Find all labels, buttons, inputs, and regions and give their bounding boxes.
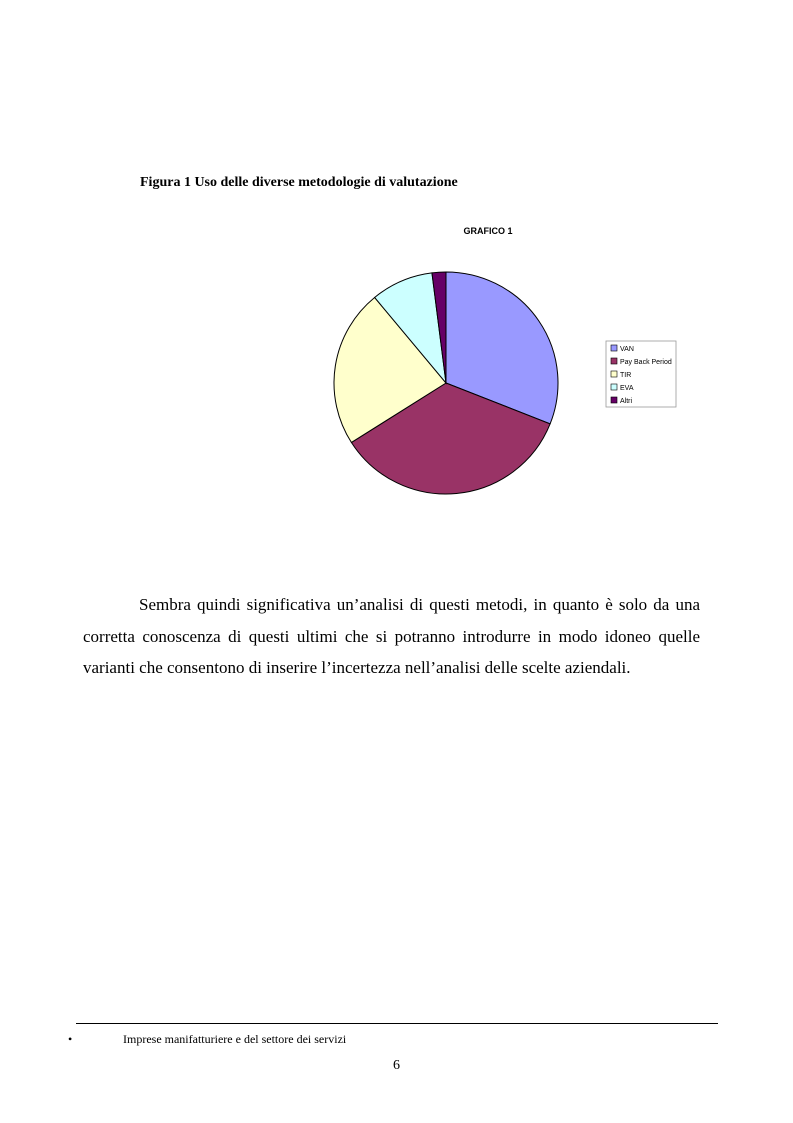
footnote-bullet: • <box>68 1032 73 1046</box>
figure-caption: Figura 1 Uso delle diverse metodologie di valutazione <box>140 175 458 190</box>
pie-slices <box>334 272 558 494</box>
legend-label-altri: Altri <box>620 398 633 405</box>
chart-legend <box>606 341 676 407</box>
body-text <box>83 589 700 684</box>
page-number: 6 <box>393 1058 400 1073</box>
chart-title: GRAFICO 1 <box>463 226 513 236</box>
legend-label-eva: EVA <box>620 385 634 392</box>
legend-swatch-altri <box>611 397 617 403</box>
legend-label-van: VAN <box>620 346 634 353</box>
footnote-rule <box>76 1023 718 1024</box>
legend-label-tir: TIR <box>620 372 632 379</box>
footnote-text: Imprese manifatturiere e del settore dei servizi <box>123 1032 347 1046</box>
legend-swatch-tir <box>611 371 617 377</box>
body-paragraph: Sembra quindi significativa un’analisi di questi metodi, in quanto è solo da una corretta conoscenza di questi ultimi che si potranno introdurre in modo idoneo quelle varianti che consentono di inserire l’incertezza nell’analisi delle scelte aziendali. <box>83 595 700 677</box>
legend-swatch-pay-back-period <box>611 358 617 364</box>
legend-swatch-van <box>611 345 617 351</box>
legend-swatch-eva <box>611 384 617 390</box>
legend-label-pay-back-period: Pay Back Period <box>620 359 672 366</box>
pie-chart <box>0 0 793 560</box>
